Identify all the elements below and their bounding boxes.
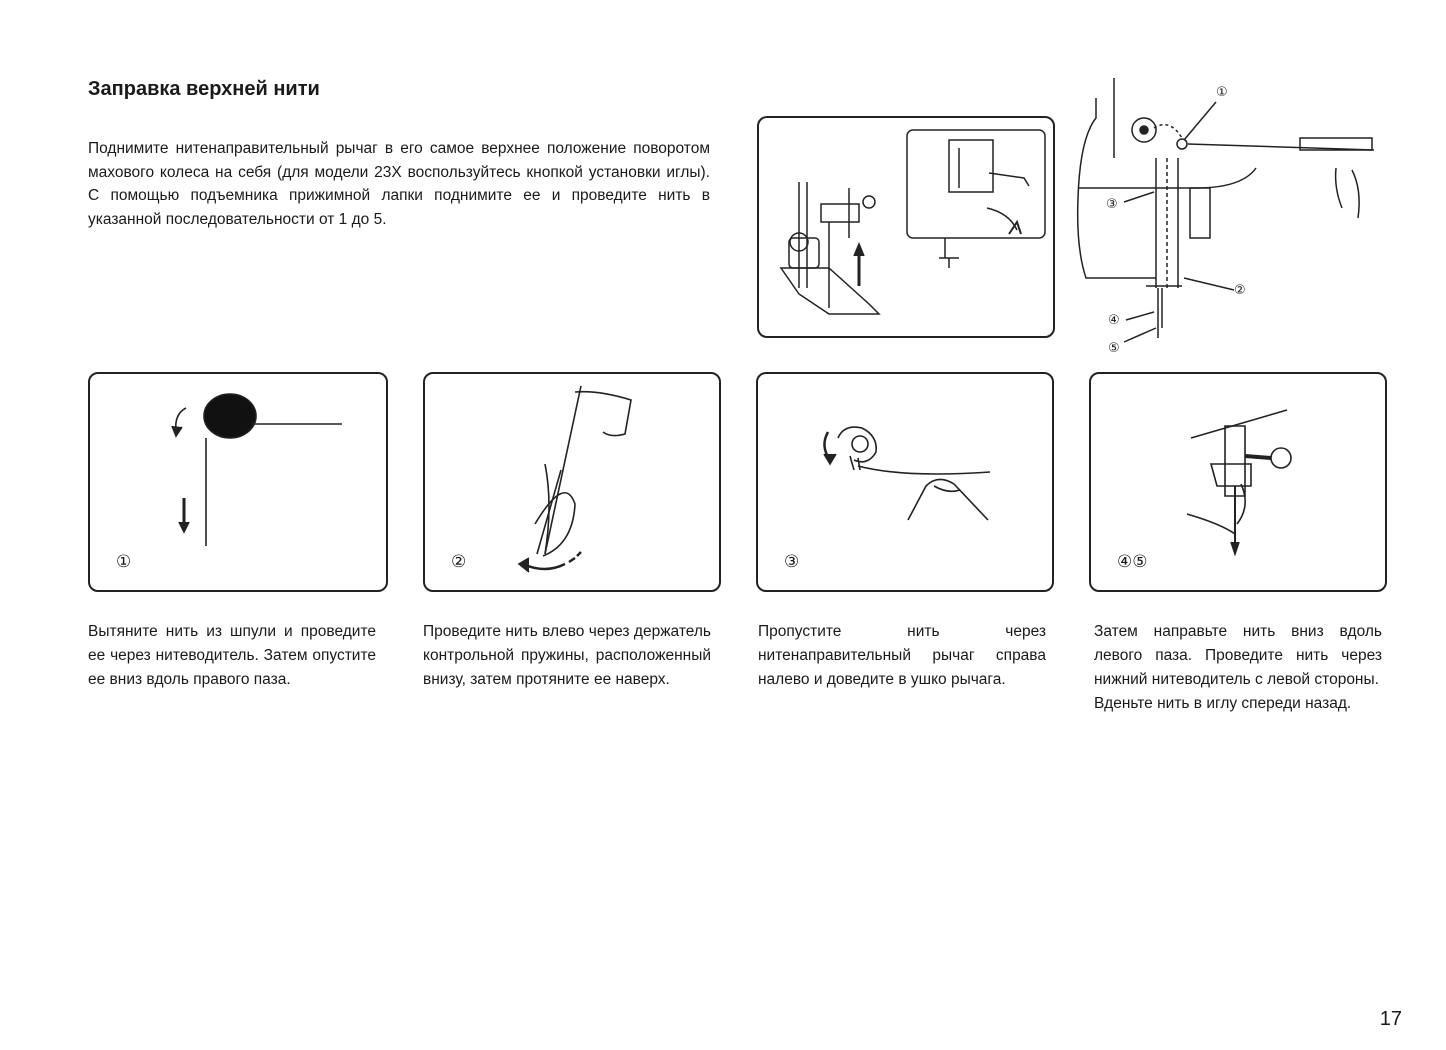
callout-1: ① — [1216, 84, 1228, 99]
step-4-5-caption-main: Затем направьте нить вниз вдоль левого паза. Проведите нить через нижний нитеводитель с левой стороны. — [1094, 623, 1382, 688]
step-4-5-caption — [1094, 620, 1382, 716]
callout-4: ④ — [1108, 312, 1120, 327]
callout-2: ② — [1234, 282, 1246, 297]
presser-foot-illustration — [757, 116, 1055, 338]
step-2-panel — [423, 372, 721, 592]
threading-path-diagram — [1066, 78, 1386, 368]
step-1-panel — [88, 372, 388, 592]
step-4-5-caption-extra: Вденьте нить в иглу спереди назад. — [1094, 695, 1352, 712]
callout-3: ③ — [1106, 196, 1118, 211]
step-4-5-panel — [1089, 372, 1387, 592]
page-title: Заправка верхней нити — [88, 78, 320, 100]
intro-paragraph: Поднимите нитенаправительный рычаг в его самое верхнее положение поворотом махового колеса на себя (для модели 23Х воспользуйтесь кнопкой установки иглы). С помощью подъемника прижимной лапки поднимите ее и проведите нить в указанной последовательности от 1 до 5. — [88, 140, 710, 228]
page-number: 17 — [1379, 1008, 1402, 1030]
callout-5: ⑤ — [1108, 340, 1120, 355]
step-3-caption: Пропустите нить через нитенаправительный рычаг справа налево и доведите в ушко рычага. — [758, 623, 1046, 688]
step-2-caption: Проведите нить влево через держатель контрольной пружины, расположенный внизу, затем протяните ее наверх. — [423, 623, 711, 688]
step-4-5-label: ④⑤ — [1117, 552, 1148, 571]
step-1-label: ① — [116, 552, 132, 571]
step-3-panel — [756, 372, 1054, 592]
step-3-label: ③ — [784, 552, 800, 571]
step-2-label: ② — [451, 552, 467, 571]
step-1-caption: Вытяните нить из шпули и проведите ее через нитеводитель. Затем опустите ее вниз вдоль правого паза. — [88, 623, 376, 688]
